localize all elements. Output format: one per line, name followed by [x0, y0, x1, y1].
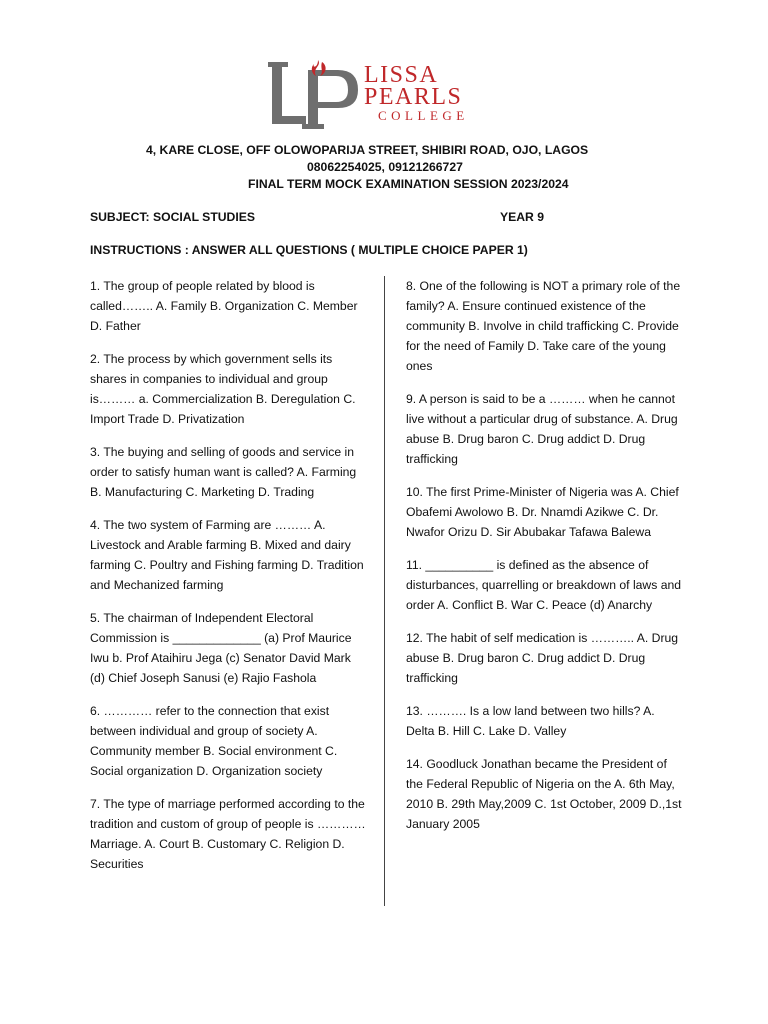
logo-line-lissa: LISSA	[364, 62, 439, 88]
questions-column-left	[90, 276, 368, 887]
school-logo	[268, 56, 500, 132]
column-divider	[384, 276, 385, 906]
exam-title: FINAL TERM MOCK EXAMINATION SESSION 2023/2024	[248, 177, 569, 191]
school-address: 4, KARE CLOSE, OFF OLOWOPARIJA STREET, SHIBIRI ROAD, OJO, LAGOS	[146, 143, 589, 157]
question-1: 1. The group of people related by blood is called…….. A. Family B. Organization C. Member D. Father	[90, 279, 358, 333]
question-10: 10. The first Prime-Minister of Nigeria was A. Chief Obafemi Awolowo B. Dr. Nnamdi Azikwe C. Dr. Nwafor Orizu D. Sir Abubakar Tafawa Balewa	[406, 485, 679, 539]
question-6: 6. ………… refer to the connection that exist between individual and group of society A. Community member B. Social environment C. Social organization D. Organization society	[90, 704, 338, 778]
logo-line-pearls: PEARLS	[364, 84, 463, 110]
question-3: 3. The buying and selling of goods and service in order to satisfy human want is called? A. Farming B. Manufacturing C. Marketing D. Trading	[90, 445, 357, 499]
question-12: 12. The habit of self medication is ……….. A. Drug abuse B. Drug baron C. Drug addict D. Drug trafficking	[406, 631, 679, 685]
school-phones: 08062254025, 09121266727	[307, 160, 463, 174]
questions-column-right	[406, 276, 682, 847]
question-7: 7. The type of marriage performed according to the tradition and custom of group of people is ………… Marriage. A. Court B. Customary C. Religion D. Securities	[90, 797, 366, 871]
question-2: 2. The process by which government sells its shares in companies to individual and group is……… a. Commercialization B. Deregulation C. Import Trade D. Privatization	[90, 352, 356, 426]
question-11: 11. __________ is defined as the absence of disturbances, quarrelling or breakdown of laws and order A. Conflict B. War C. Peace (d) Anarchy	[406, 558, 682, 612]
year-label: YEAR 9	[500, 210, 545, 224]
question-8: 8. One of the following is NOT a primary role of the family? A. Ensure continued existence of the community B. Involve in child trafficking C. Provide for the need of Family D. Take care of the young ones	[406, 279, 681, 373]
subject-label: SUBJECT: SOCIAL STUDIES	[90, 210, 256, 224]
question-9: 9. A person is said to be a ……… when he cannot live without a particular drug of substance. A. Drug abuse B. Drug baron C. Drug addict D. Drug trafficking	[406, 392, 678, 466]
logo-wordmark	[364, 64, 469, 124]
instructions: INSTRUCTIONS : ANSWER ALL QUESTIONS ( MULTIPLE CHOICE PAPER 1)	[90, 243, 528, 257]
logo-line-college: COLLEGE	[378, 108, 469, 123]
question-14: 14. Goodluck Jonathan became the President of the Federal Republic of Nigeria on the A. 6th May, 2010 B. 29th May,2009 C. 1st October, 2009 D.,1st January 2005	[406, 757, 682, 831]
question-5: 5. The chairman of Independent Electoral Commission is _____________ (a) Prof Maurice Iwu b. Prof Ataihiru Jega (c) Senator David Mark (d) Chief Joseph Sanusi (e) Rajio Fashola	[90, 611, 352, 685]
question-4: 4. The two system of Farming are ……… A. Livestock and Arable farming B. Mixed and dairy farming C. Poultry and Fishing farming D. Tradition and Mechanized farming	[90, 518, 364, 592]
question-13: 13. ………. Is a low land between two hills? A. Delta B. Hill C. Lake D. Valley	[406, 704, 655, 738]
lp-monogram-icon	[268, 56, 364, 132]
